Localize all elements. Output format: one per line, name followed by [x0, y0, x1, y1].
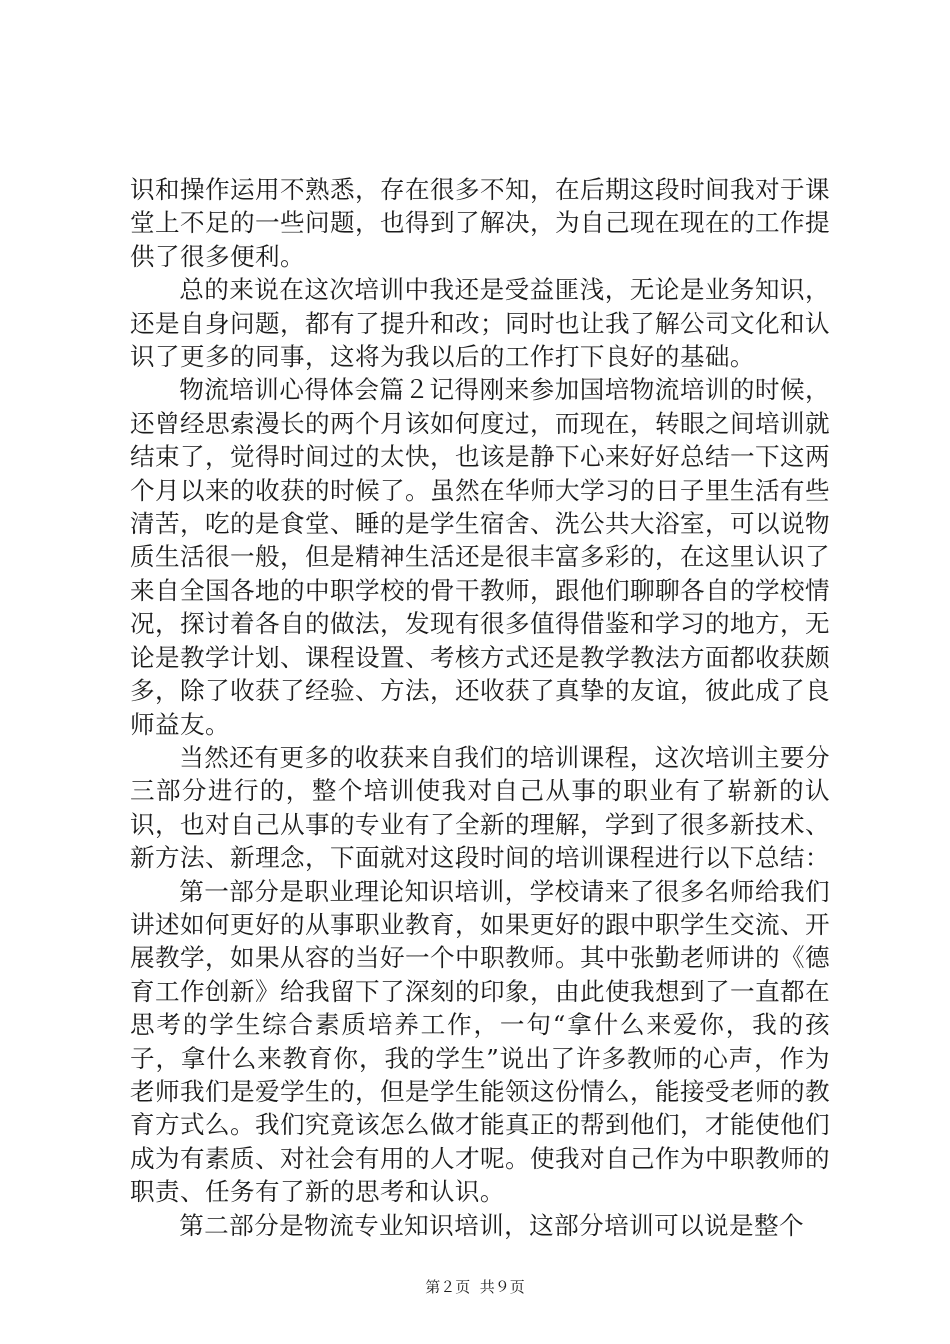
paragraph-4: 当然还有更多的收获来自我们的培训课程，这次培训主要分三部分进行的，整个培训使我对自己从事的职业有了崭新的认识，也对自己从事的专业有了全新的理解，学到了很多新技术、新方法、新理念，下面就对这段时间的培训课程进行以下总结：: [130, 742, 830, 873]
paragraph-5: 第一部分是职业理论知识培训，学校请来了很多名师给我们讲述如何更好的从事职业教育，如果更好的跟中职学生交流、开展教学，如果从容的当好一个中职教师。其中张勤老师讲的《德育工作创新》给我留下了深刻的印象，由此使我想到了一直都在思考的学生综合素质培养工作，一句“拿什么来爱你，我的孩子，拿什么来教育你，我的学生”说出了许多教师的心声，作为老师我们是爱学生的，但是学生能领这份情么，能接受老师的教育方式么。我们究竟该怎么做才能真正的帮到他们，才能使他们成为有素质、对社会有用的人才呢。使我对自己作为中职教师的职责、任务有了新的思考和认识。: [130, 876, 830, 1207]
page-footer: [0, 1276, 950, 1297]
paragraph-3: 物流培训心得体会篇２记得刚来参加国培物流培训的时候，还曾经思索漫长的两个月该如何度过，而现在，转眼之间培训就结束了，觉得时间过的太快，也该是静下心来好好总结一下这两个月以来的收获的时候了。虽然在华师大学习的日子里生活有些清苦，吃的是食堂、睡的是学生宿舍、洗公共大浴室，可以说物质生活很一般，但是精神生活还是很丰富多彩的，在这里认识了来自全国各地的中职学校的骨干教师，跟他们聊聊各自的学校情况，探讨着各自的做法，发现有很多值得借鉴和学习的地方，无论是教学计划、课程设置、考核方式还是教学教法方面都收获颇多，除了收获了经验、方法，还收获了真挚的友谊，彼此成了良师益友。: [130, 375, 830, 739]
body-text: [130, 173, 830, 1242]
paragraph-6: 第二部分是物流专业知识培训，这部分培训可以说是整个: [179, 1210, 805, 1240]
paragraph-2: 总的来说在这次培训中我还是受益匪浅，无论是业务知识，还是自身问题，都有了提升和改；同时也让我了解公司文化和认识了更多的同事，这将为我以后的工作打下良好的基础。: [130, 275, 830, 372]
page-number: 第２页 共９页: [425, 1278, 525, 1296]
paragraph-1: 识和操作运用不熟悉，存在很多不知，在后期这段时间我对于课堂上不足的一些问题，也得到了解决，为自己现在现在的工作提供了很多便利。: [130, 175, 830, 271]
